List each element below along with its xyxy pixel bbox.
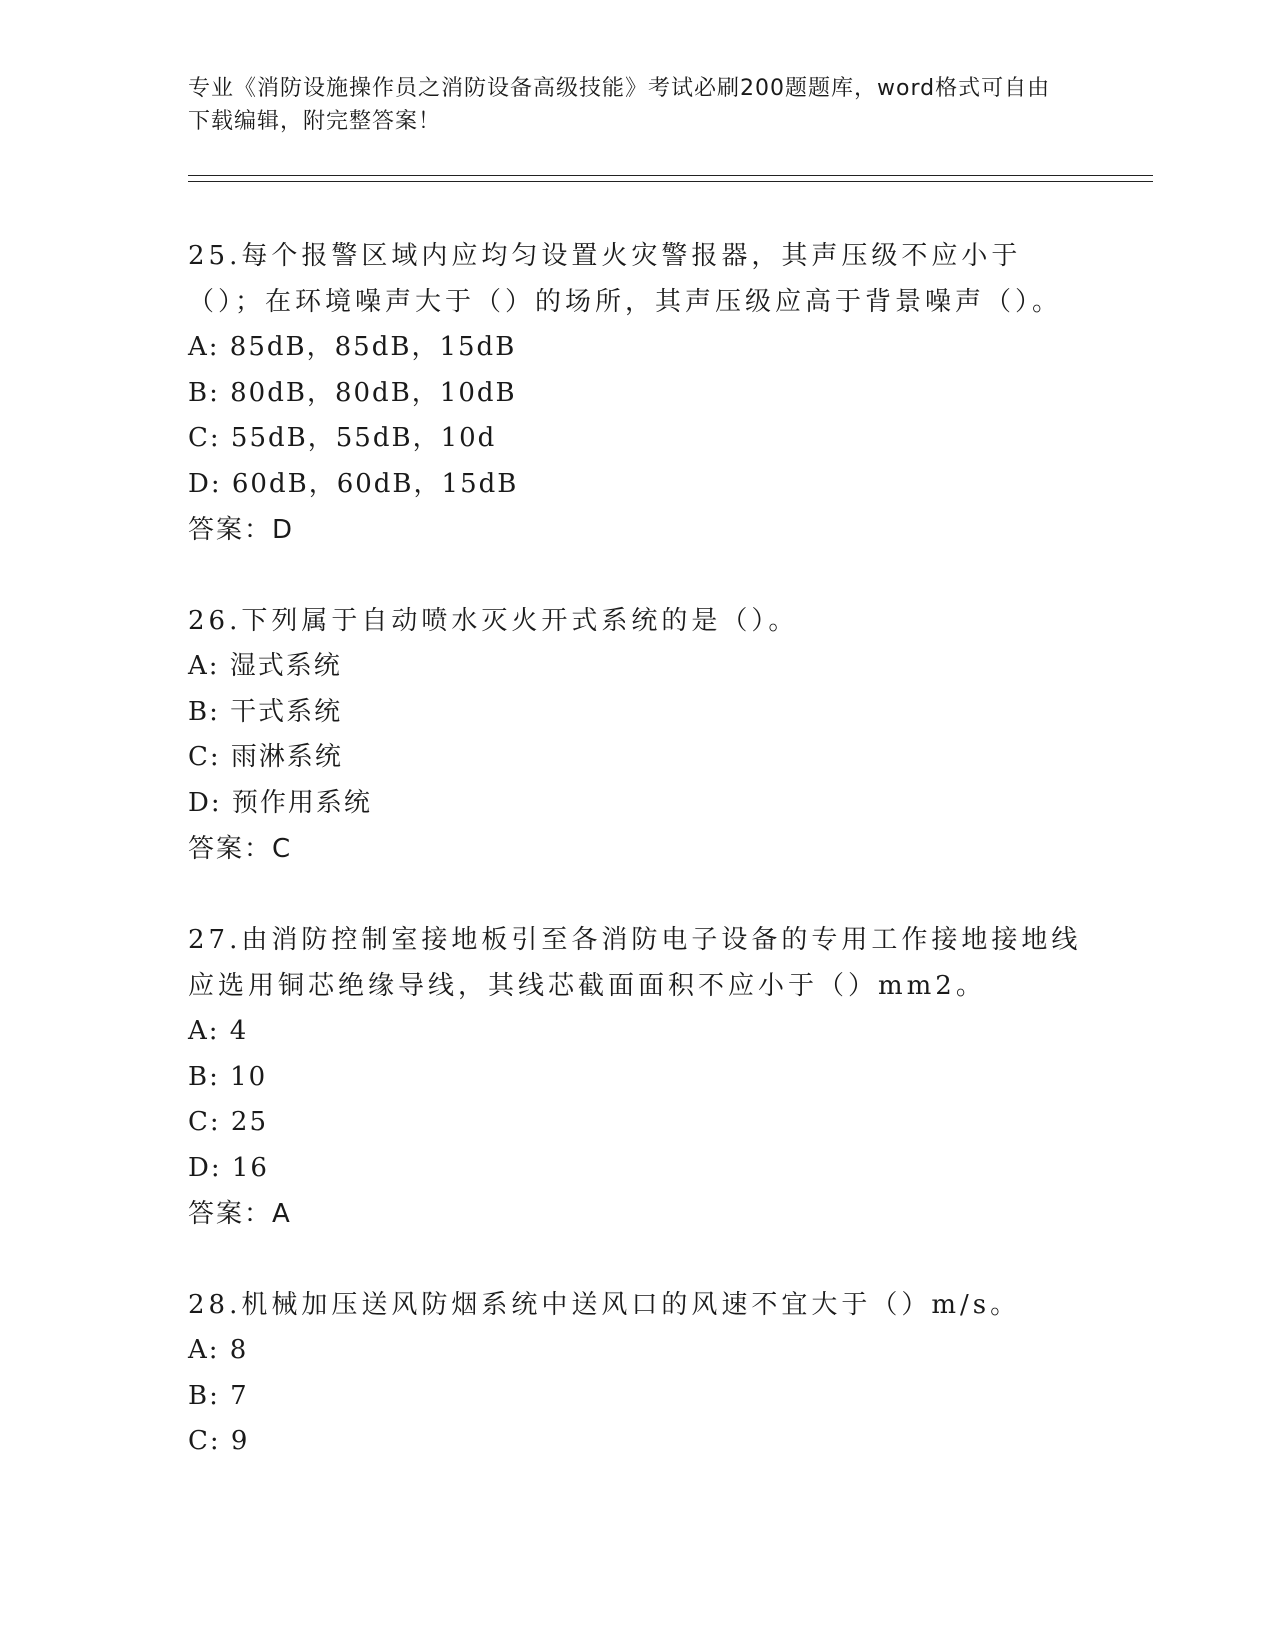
answer: 答案：D bbox=[188, 515, 295, 545]
question-stem: 26.下列属于自动喷水灭火开式系统的是（）。 bbox=[188, 606, 799, 636]
header-divider-bottom bbox=[188, 181, 1153, 182]
option-b: B: 7 bbox=[188, 1380, 249, 1411]
document-header: 专业《消防设施操作员之消防设备高级技能》考试必刷200题题库，word格式可自由下载编辑，附完整答案！ bbox=[188, 76, 1051, 134]
option-c: C: 55dB，55dB，10d bbox=[188, 423, 497, 453]
question-25 bbox=[188, 233, 1088, 553]
question-26 bbox=[188, 598, 1088, 872]
option-c: C: 25 bbox=[188, 1107, 269, 1137]
option-b: B: 80dB，80dB，10dB bbox=[188, 377, 517, 408]
option-b: B: 10 bbox=[188, 1061, 268, 1092]
question-stem: 27.由消防控制室接地板引至各消防电子设备的专用工作接地接地线应选用铜芯绝缘导线，其线芯截面面积不应小于（）mm2。 bbox=[188, 925, 1082, 1001]
option-a: A: 8 bbox=[188, 1335, 249, 1365]
option-d: D: 16 bbox=[188, 1152, 269, 1183]
option-d: D: 60dB，60dB，15dB bbox=[188, 468, 519, 499]
question-28 bbox=[188, 1282, 1088, 1465]
option-c: C: 9 bbox=[188, 1426, 250, 1456]
question-stem: 28.机械加压送风防烟系统中送风口的风速不宜大于（）m/s。 bbox=[188, 1290, 1021, 1320]
option-a: A: 85dB，85dB，15dB bbox=[188, 332, 517, 362]
question-list bbox=[188, 233, 1088, 1510]
option-a: A: 4 bbox=[188, 1016, 249, 1046]
option-b: B: 干式系统 bbox=[188, 696, 343, 727]
option-c: C: 雨淋系统 bbox=[188, 742, 343, 772]
header-divider-top bbox=[188, 175, 1153, 176]
answer: 答案：A bbox=[188, 1199, 292, 1229]
question-stem: 25.每个报警区域内应均匀设置火灾警报器，其声压级不应小于（）；在环境噪声大于（）的场所，其声压级应高于背景噪声（）。 bbox=[188, 241, 1063, 317]
question-27 bbox=[188, 917, 1088, 1237]
option-a: A: 湿式系统 bbox=[188, 651, 342, 681]
answer: 答案：C bbox=[188, 834, 293, 864]
option-d: D: 预作用系统 bbox=[188, 787, 372, 818]
